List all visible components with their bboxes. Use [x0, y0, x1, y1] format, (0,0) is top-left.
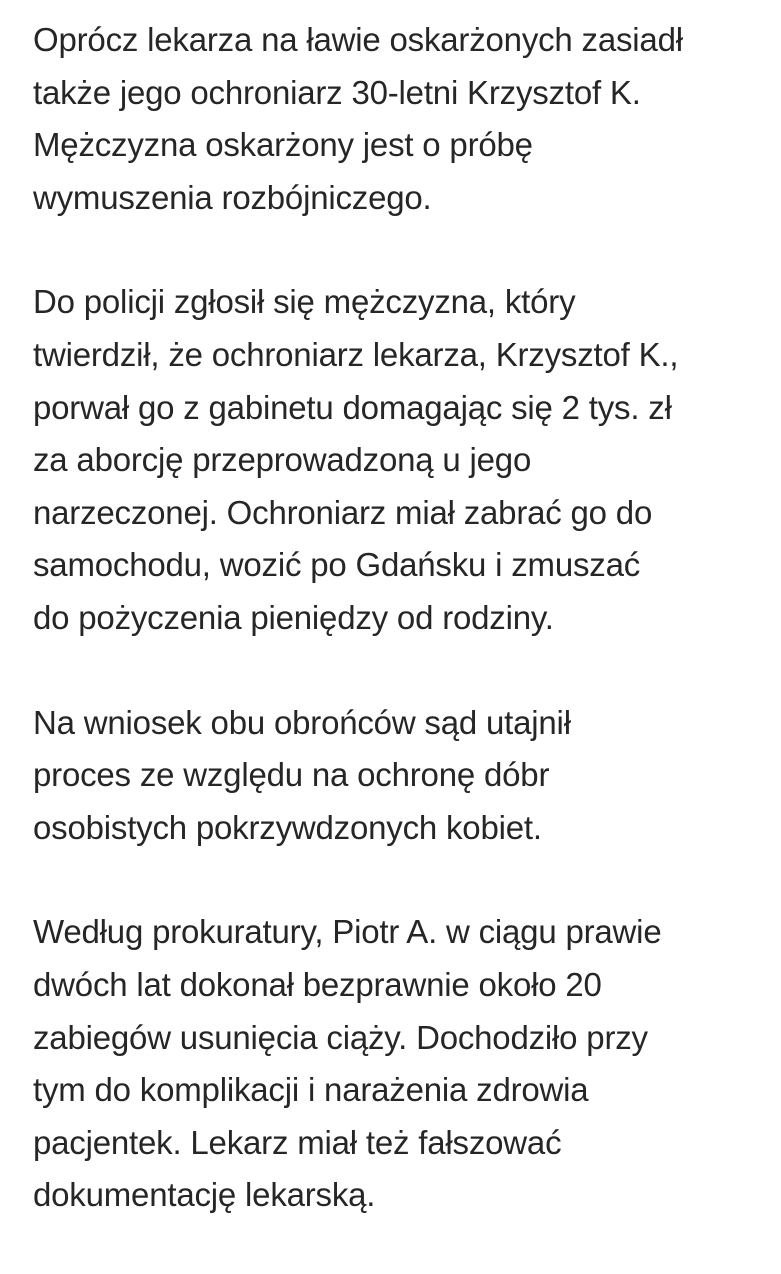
article-body — [33, 14, 763, 1274]
text-line: zabiegów usunięcia ciąży. Dochodziło przy — [33, 1018, 648, 1056]
text-line: Do policji zgłosił się mężczyzna, który — [33, 283, 576, 321]
text-line: osobistych pokrzywdzonych kobiet. — [33, 808, 542, 846]
text-line: Według prokuratury, Piotr A. w ciągu prawie — [33, 913, 662, 951]
text-line: do pożyczenia pieniędzy od rodziny. — [33, 598, 554, 636]
text-line: dokumentację lekarską. — [33, 1176, 376, 1214]
text-line: także jego ochroniarz 30-letni Krzysztof K. — [33, 73, 641, 111]
paragraph-1 — [33, 14, 763, 224]
text-line: dwóch lat dokonał bezprawnie około 20 — [33, 965, 602, 1003]
paragraph-3 — [33, 697, 763, 855]
text-line: narzeczonej. Ochroniarz miał zabrać go do — [33, 493, 653, 531]
text-line: samochodu, wozić po Gdańsku i zmuszać — [33, 546, 641, 584]
text-line: za aborcję przeprowadzoną u jego — [33, 441, 532, 479]
text-line: Mężczyzna oskarżony jest o próbę — [33, 126, 533, 164]
text-line: twierdził, że ochroniarz lekarza, Krzysztof K., — [33, 335, 679, 373]
paragraph-2 — [33, 276, 763, 644]
text-line: tym do komplikacji i narażenia zdrowia — [33, 1071, 589, 1109]
text-line: Oprócz lekarza na ławie oskarżonych zasiadł — [33, 21, 683, 58]
text-line: proces ze względu na ochronę dóbr — [33, 756, 550, 794]
text-line: wymuszenia rozbójniczego. — [33, 178, 432, 216]
text-line: Na wniosek obu obrońców sąd utajnił — [33, 703, 571, 741]
paragraph-4 — [33, 906, 763, 1222]
text-line: porwał go z gabinetu domagając się 2 tys. zł — [33, 388, 672, 426]
text-line: pacjentek. Lekarz miał też fałszować — [33, 1123, 562, 1161]
